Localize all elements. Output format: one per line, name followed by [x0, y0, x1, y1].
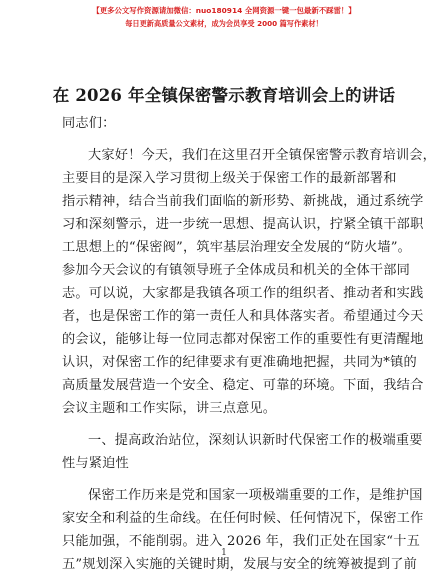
- paragraph-line: 家安全和利益的生命线。在任何时候、任何情况下，保密工作: [62, 511, 424, 526]
- document-title: 在 2026 年全镇保密警示教育培训会上的讲话: [52, 86, 396, 105]
- paragraph-line: 保密工作历来是党和国家一项极端重要的工作，是维护国: [88, 488, 423, 503]
- paragraph-line: 主要目的是深入学习贯彻上级关于保密工作的最新部署和: [62, 171, 397, 186]
- promo-banner-line-2: 每日更新高质量公文素材，成为会员享受 2000 篇写作素材！: [125, 19, 323, 28]
- paragraph-line: 习和深刻警示，进一步统一思想、提高认识，拧紧全镇干部职: [62, 217, 424, 232]
- paragraph-line: 志。可以说，大家都是我镇各项工作的组织者、推动者和实践: [62, 286, 424, 301]
- paragraph-line: 工思想上的“保密阀”，筑牢基层治理安全发展的“防火墙”。: [62, 240, 412, 255]
- paragraph-line: 只能加强，不能削弱。进入 2026 年，我们正处在国家“十五: [62, 534, 420, 549]
- paragraph-line: 者，也是保密工作的第一责任人和具体落实者。希望通过今天: [62, 309, 424, 324]
- paragraph-line: 会议主题和工作实际，讲三点意见。: [62, 401, 277, 416]
- paragraph-line: 高质量发展营造一个安全、稳定、可靠的环境。下面，我结合: [62, 378, 424, 393]
- paragraph-line: 大家好！今天，我们在这里召开全镇保密警示教育培训会，: [88, 148, 437, 163]
- document-body: [62, 112, 437, 576]
- promo-banner-line-1: 【更多公文写作资源请加微信：nuo180914 全网资源一键一包最新不踩雷！】: [92, 6, 356, 15]
- paragraph-line: 认识，对保密工作的纪律要求有更准确地把握，共同为*镇的: [62, 355, 417, 370]
- paragraph-line: 五”规划深入实施的关键时期，发展与安全的统筹被提到了前: [62, 557, 418, 572]
- salutation: 同志们：: [62, 116, 116, 131]
- section-heading: 一、提高政治站位，深刻认识新时代保密工作的极端重要: [88, 433, 423, 448]
- paragraph-line: 的会议，能够让每一位同志都对保密工作的重要性有更清醒地: [62, 332, 424, 347]
- paragraph-line: 参加今天会议的有镇领导班子全体成员和机关的全体干部同: [62, 263, 411, 278]
- paragraph-line: 指示精神，结合当前我们面临的新形势、新挑战，通过系统学: [62, 194, 424, 209]
- promo-banner: [0, 4, 448, 30]
- section-heading: 性与紧迫性: [62, 456, 129, 471]
- page-number: 1: [221, 548, 227, 558]
